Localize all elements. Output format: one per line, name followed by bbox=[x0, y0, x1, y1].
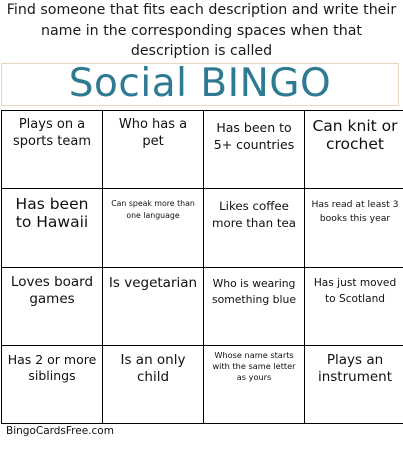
bingo-cell-text: Is vegetarian bbox=[108, 274, 198, 291]
bingo-cell-text: Loves board games bbox=[10, 273, 94, 307]
bingo-row-3 bbox=[2, 267, 403, 345]
bingo-grid bbox=[1, 110, 403, 424]
bingo-cell[interactable] bbox=[204, 267, 305, 345]
page-title: Social BINGO bbox=[68, 63, 332, 106]
instructions-text: Find someone that fits each description and write their name in the corresponding spaces when that description is called bbox=[6, 2, 397, 59]
bingo-cell-text: Likes coffee more than tea bbox=[212, 199, 296, 230]
bingo-row-1 bbox=[2, 111, 403, 189]
bingo-cell-text: Has 2 or more siblings bbox=[7, 351, 97, 384]
bingo-cell[interactable] bbox=[305, 189, 403, 267]
bingo-cell-text: Plays on a sports team bbox=[12, 117, 92, 149]
bingo-row-2 bbox=[2, 189, 403, 267]
bingo-cell-text: Plays an instrument bbox=[317, 351, 393, 385]
bingo-cell[interactable] bbox=[103, 111, 204, 189]
bingo-cell[interactable] bbox=[204, 189, 305, 267]
bingo-cell[interactable] bbox=[2, 111, 103, 189]
title-banner bbox=[1, 63, 399, 106]
bingo-cell[interactable] bbox=[305, 267, 403, 345]
bingo-cell-text: Who has a pet bbox=[118, 117, 188, 149]
bingo-cell-text: Has been to 5+ countries bbox=[213, 120, 295, 152]
bingo-cell-text: Has been to Hawaii bbox=[15, 195, 89, 232]
bingo-cell[interactable] bbox=[2, 189, 103, 267]
bingo-cell-text: Whose name starts with the same letter as yours bbox=[212, 349, 296, 382]
bingo-cell-text: Is an only child bbox=[120, 351, 186, 385]
bingo-cell-text: Can speak more than one language bbox=[111, 199, 195, 220]
bingo-cell[interactable] bbox=[103, 345, 204, 423]
bingo-cell[interactable] bbox=[2, 345, 103, 423]
bingo-cell-text: Who is wearing something blue bbox=[212, 276, 296, 306]
bingo-cell-text: Has read at least 3 books this year bbox=[311, 199, 399, 225]
bingo-cell[interactable] bbox=[305, 345, 403, 423]
bingo-cell-text: Has just moved to Scotland bbox=[313, 276, 397, 305]
bingo-row-4 bbox=[2, 345, 403, 423]
bingo-cell[interactable] bbox=[103, 189, 204, 267]
bingo-cell[interactable] bbox=[2, 267, 103, 345]
bingo-cell[interactable] bbox=[305, 111, 403, 189]
bingo-cell[interactable] bbox=[204, 345, 305, 423]
bingo-cell[interactable] bbox=[204, 111, 305, 189]
bingo-cell-text: Can knit or crochet bbox=[312, 117, 398, 153]
footer-credit: BingoCardsFree.com bbox=[6, 425, 114, 437]
bingo-cell[interactable] bbox=[103, 267, 204, 345]
